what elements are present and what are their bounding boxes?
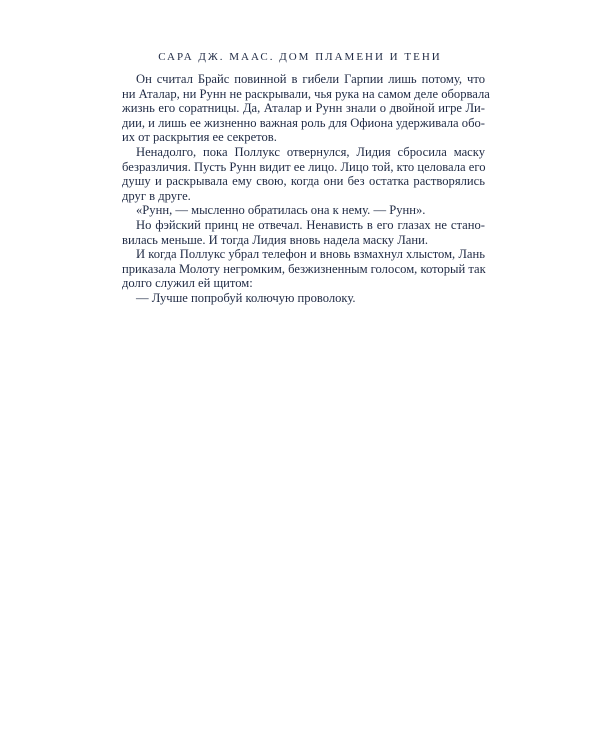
running-header: САРА ДЖ. МААС. ДОМ ПЛАМЕНИ И ТЕНИ bbox=[158, 51, 442, 63]
body-text bbox=[122, 72, 490, 306]
text-line: ни Аталар, ни Рунн не раскрывали, чья рука на самом деле оборвала bbox=[122, 86, 490, 101]
text-line: друг в друге. bbox=[122, 188, 191, 203]
text-line: дии, и лишь ее жизненно важная роль для Офиона удерживала обо- bbox=[122, 115, 485, 130]
text-line: жизнь его соратницы. Да, Аталар и Рунн знали о двойной игре Ли- bbox=[122, 101, 485, 116]
text-line: Он считал Брайс повинной в гибели Гарпии лишь потому, что bbox=[136, 72, 485, 86]
text-line: душу и раскрывала ему свою, когда они без остатка растворялись bbox=[122, 174, 485, 189]
text-line: «Рунн, — мысленно обратилась она к нему. — Рунн». bbox=[136, 203, 426, 218]
text-line: приказала Молоту негромким, безжизненным голосом, который так bbox=[122, 261, 486, 276]
text-line: безразличия. Пусть Рунн видит ее лицо. Лицо той, кто целовала его bbox=[122, 159, 486, 174]
text-line: Ненадолго, пока Поллукс отвернулся, Лидия сбросила маску bbox=[136, 144, 485, 159]
text-line: долго служил ей щитом: bbox=[122, 276, 253, 291]
text-line: И когда Поллукс убрал телефон и вновь взмахнул хлыстом, Лань bbox=[136, 247, 485, 262]
text-line: Но фэйский принц не отвечал. Ненависть в его глазах не стано- bbox=[136, 217, 485, 232]
text-line: вилась меньше. И тогда Лидия вновь надела маску Лани. bbox=[122, 232, 428, 247]
text-line: — Лучше попробуй колючую проволоку. bbox=[136, 290, 356, 305]
text-line: их от раскрытия ее секретов. bbox=[122, 130, 277, 145]
